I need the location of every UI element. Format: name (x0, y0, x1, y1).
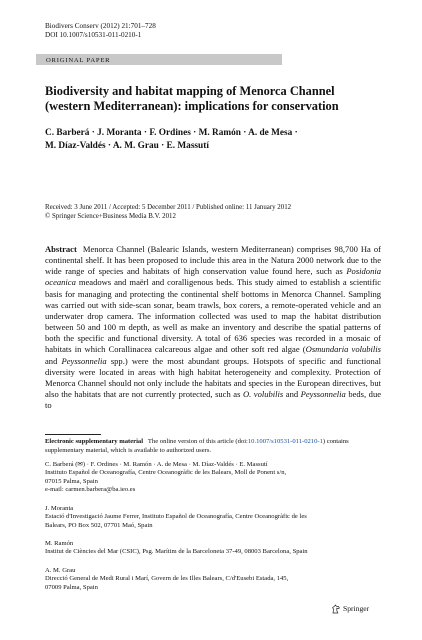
esm-label: Electronic supplementary material (45, 438, 144, 445)
esm-text: The online version of this article (doi: (147, 438, 248, 445)
affiliation-line: Direcció General de Medi Rural i Marí, Govern de les Illes Balears, C/d'Eusebi Estada, 145, (45, 575, 289, 583)
paper-title-line-2: (western Mediterranean): implications for conservation (45, 99, 339, 114)
abstract-text: meadows and maërl and coralligenous beds. This study aimed to establish a scientific basis for managing and protecting the continental shelf bottoms in Menorca Channel. Sampling was carried out with side-scan sonar, beam trawls, box corers, a remote-operated vehicle and an underwater drop camera. The information collected was used to map the habitat distribution between 50 and 100 m depth, as well as make an inventory and describe the spatial patterns of both the specific and functional diversity. A total of 636 species was recorded in a mosaic of habitats in which Corallinacea calcareous algae and other soft red algae ( (45, 277, 381, 355)
abstract-text: spp.) were the most abundant groups. Hotspots of specific and functional diversity were located in areas with high habitat heterogeneity and complexity. Protection of Menorca Channel should not only include the habitats and species in the European directives, but also the habitats that are not currently protected, such as (45, 355, 381, 400)
abstract-paragraph (45, 244, 381, 411)
affiliation-line: Instituto Español de Oceanografía, Centre Oceanogràfic de les Balears, Moll de Ponent s/n, (45, 469, 287, 477)
affiliation-authors: A. M. Grau (45, 567, 76, 574)
abstract-text: and (45, 355, 58, 366)
affiliation-line: 07009 Palma, Spain (45, 583, 98, 591)
species-name: Posidonia oceanica (45, 266, 381, 288)
affiliation-line: Balears, PO Box 502, 07701 Maó, Spain (45, 521, 153, 529)
species-name: Osmundaria volubilis (305, 344, 381, 355)
species-name: O. volubilis (242, 389, 284, 400)
journal-reference (45, 22, 156, 41)
affiliation-line: Estació d'Investigació Jaume Ferrer, Instituto Español de Oceanografía, Centre Oceanogràfic de les (45, 513, 307, 521)
footnote-divider (45, 434, 101, 435)
abstract-text: beds, due to (45, 389, 382, 411)
abstract-text: and (285, 389, 299, 400)
paper-title (45, 84, 385, 114)
paper-title-line-1: Biodiversity and habitat mapping of Menorca Channel (45, 84, 335, 98)
paper-type-label: ORIGINAL PAPER (46, 56, 111, 64)
affiliation-authors: J. Moranta (45, 505, 74, 512)
affiliation-email: e-mail: carmen.barbera@ba.ieo.es (45, 486, 136, 494)
species-name: Peyssonnelia (300, 389, 346, 400)
publisher-logo (331, 604, 369, 614)
doi-link[interactable]: 10.1007/s10531-011-0210-1 (247, 438, 323, 445)
author-line-2: M. Díaz-Valdés · A. M. Grau · E. Massutí (45, 140, 209, 151)
springer-horse-logo-icon (331, 604, 341, 614)
affiliation-block (45, 461, 381, 495)
received-dates: Received: 3 June 2011 / Accepted: 5 December 2011 / Published online: 11 January 2012 (45, 204, 292, 211)
abstract-text: Menorca Channel (Balearic Islands, western Mediterranean) comprises 98,700 Ha of continental shelf. It has been proposed to include this area in the Natura 2000 network due to the wide range of species and habitats of high conservation value found here, such as (45, 244, 381, 277)
affiliation-block (45, 567, 381, 592)
esm-text: ) contains supplementary material, which is available to authorized users. (45, 438, 349, 454)
copyright-notice: © Springer Science+Business Media B.V. 2012 (45, 213, 176, 220)
journal-doi: DOI 10.1007/s10531-011-0210-1 (45, 31, 142, 40)
affiliation-line: 07015 Palma, Spain (45, 477, 98, 485)
affiliation-authors: M. Ramón (45, 540, 74, 547)
publication-dates (45, 203, 385, 221)
publisher-name: Springer (343, 604, 370, 613)
affiliation-authors: C. Barberá (✉) · F. Ordines · M. Ramón · A. de Mesa · M. Díaz-Valdés · E. Massutí (45, 461, 268, 468)
author-list (45, 127, 385, 152)
author-line-1: C. Barberá · J. Moranta · F. Ordines · M. Ramón · A. de Mesa · (45, 128, 298, 138)
journal-citation: Biodivers Conserv (2012) 21:701–728 (45, 22, 156, 30)
species-name: Peyssonnelia (61, 355, 107, 366)
affiliation-block (45, 540, 381, 557)
affiliation-block (45, 505, 381, 530)
affiliation-line: Institut de Ciències del Mar (CSIC), Psg. Marítim de la Barceloneta 37-49, 08003 Barcelona, Spain (45, 548, 308, 556)
abstract-label: Abstract (45, 244, 77, 254)
supplementary-material-note (45, 438, 381, 455)
